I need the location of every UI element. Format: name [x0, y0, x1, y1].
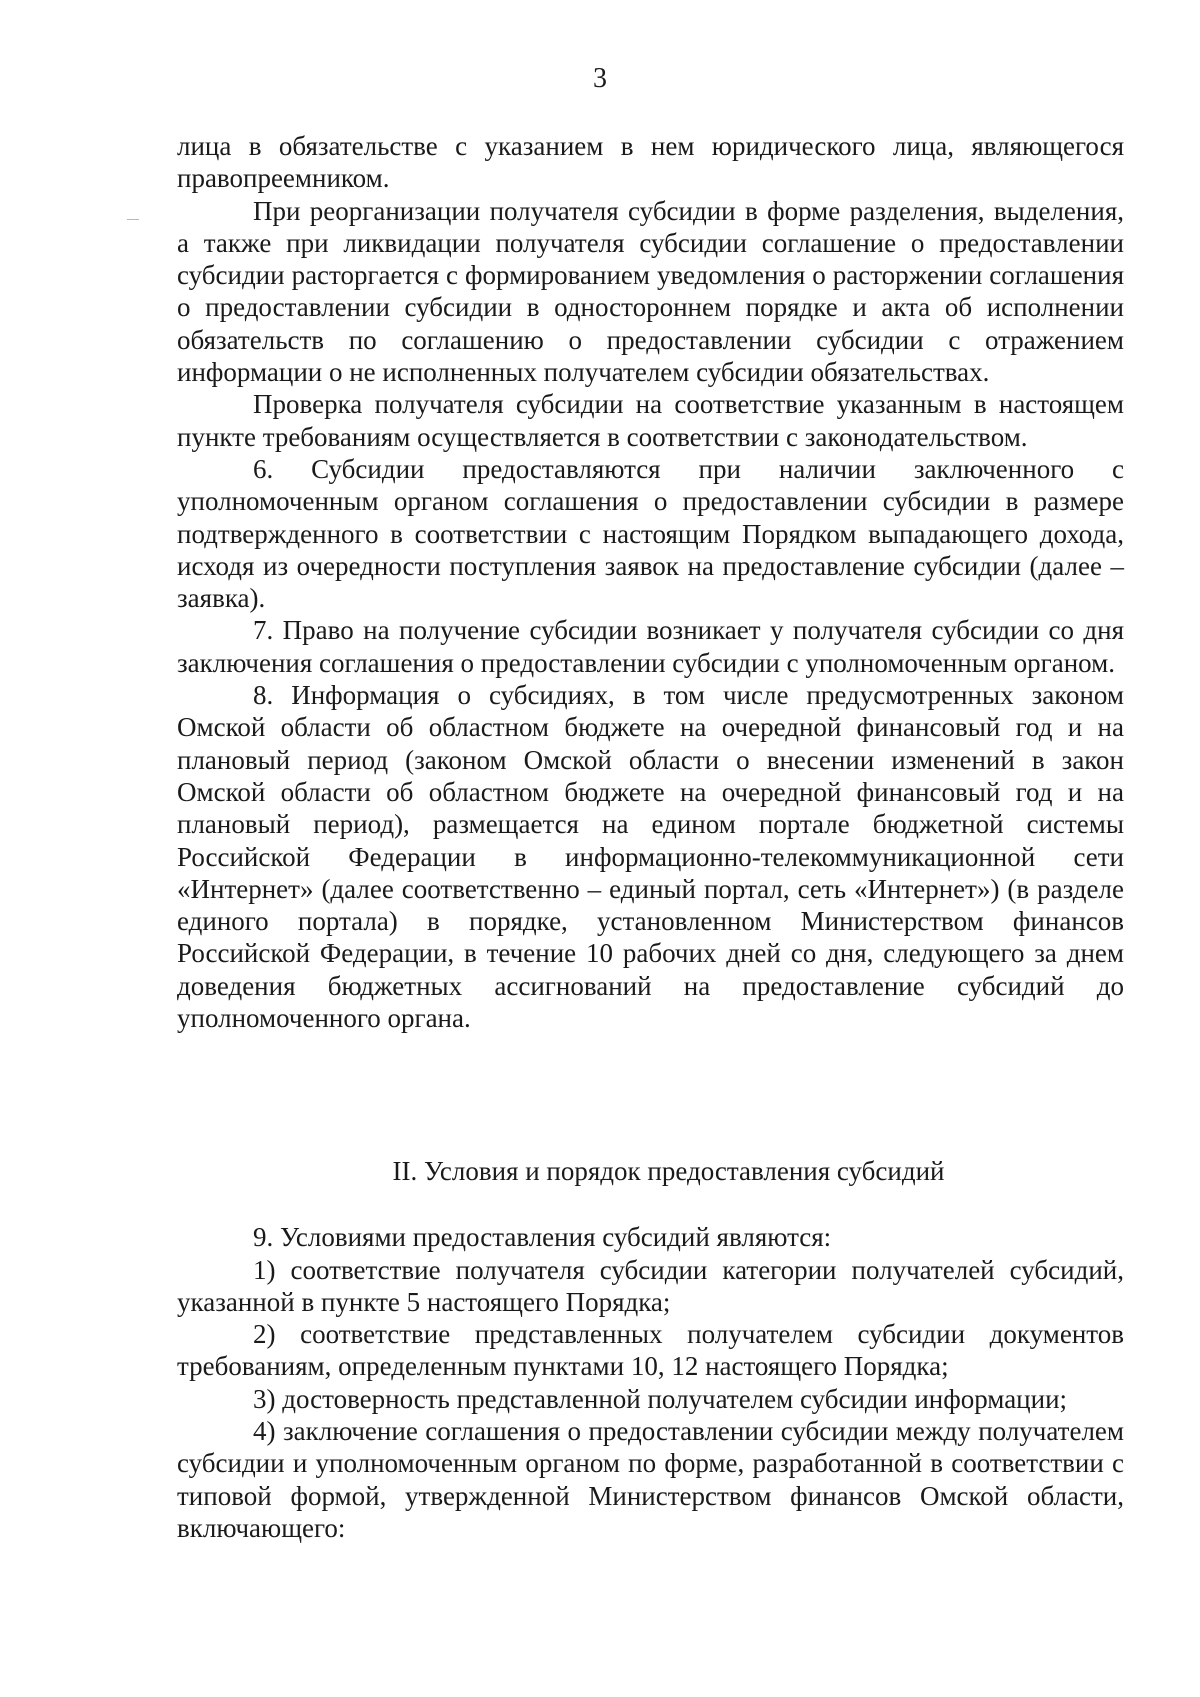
condition-item-2: 2) соответствие представленных получателем субсидии документов требованиям, определенным пунктами 10, 12 настоящего Порядка;	[177, 1319, 1124, 1382]
condition-item-3: 3) достоверность представленной получателем субсидии информации;	[253, 1383, 1068, 1414]
condition-item-4: 4) заключение соглашения о предоставлении субсидии между получателем субсидии и уполномоченным органом по форме, разработанной в соответствии с типовой формой, утвержденной Министерством финансов Омской области, включающего:	[177, 1416, 1124, 1543]
section-heading: II. Условия и порядок предоставления субсидий	[392, 1156, 945, 1186]
condition-item-1: 1) соответствие получателя субсидии категории получателей субсидий, указанной в пункте 5 настоящего Порядка;	[177, 1254, 1124, 1317]
paragraph-verification: Проверка получателя субсидии на соответствие указанным в настоящем пункте требованиям осуществляется в соответствии с законодательством.	[177, 389, 1124, 452]
paragraph-item-8: 8. Информация о субсидиях, в том числе предусмотренных законом Омской области об областном бюджете на очередной финансовый год и на плановый период (законом Омской области о внесении изменений в закон Омской области об областном бюджете на очередной финансовый год и на плановый период), размещается на едином портале бюджетной системы Российской Федерации в информационно-телекоммуникационной сети «Интернет» (далее соответственно – единый портал, сеть «Интернет») (в разделе единого портала) в порядке, установленном Министерством финансов Российской Федерации, в течение 10 рабочих дней со дня, следующего за днем доведения бюджетных ассигнований на предоставление субсидий до уполномоченного органа.	[177, 680, 1124, 1034]
paragraph-reorganization: При реорганизации получателя субсидии в форме разделения, выделения, а также при ликвидации получателя субсидии соглашение о предоставлении субсидии расторгается с формированием уведомления о расторжении соглашения о предоставлении субсидии в одностороннем порядке и акта об исполнении обязательств по соглашению о предоставлении субсидии с отражением информации о не исполненных получателем субсидии обязательствах.	[177, 195, 1124, 388]
page-number: 3	[593, 63, 607, 94]
paragraph-item-9: 9. Условиями предоставления субсидий являются:	[253, 1222, 832, 1253]
section-conditions	[177, 1155, 1124, 1544]
paragraph-continuation: лица в обязательстве с указанием в нем юридического лица, являющегося правопреемником.	[177, 131, 1124, 194]
document-body	[177, 130, 1124, 1034]
paragraph-item-6: 6. Субсидии предоставляются при наличии заключенного с уполномоченным органом соглашения о предоставлении субсидии в размере подтвержденного в соответствии с настоящим Порядком выпадающего дохода, исходя из очередности поступления заявок на предоставление субсидии (далее – заявка).	[177, 453, 1124, 614]
paragraph-item-7: 7. Право на получение субсидии возникает у получателя субсидии со дня заключения соглашения о предоставлении субсидии с уполномоченным органом.	[177, 615, 1124, 678]
scan-artifact	[127, 219, 139, 220]
